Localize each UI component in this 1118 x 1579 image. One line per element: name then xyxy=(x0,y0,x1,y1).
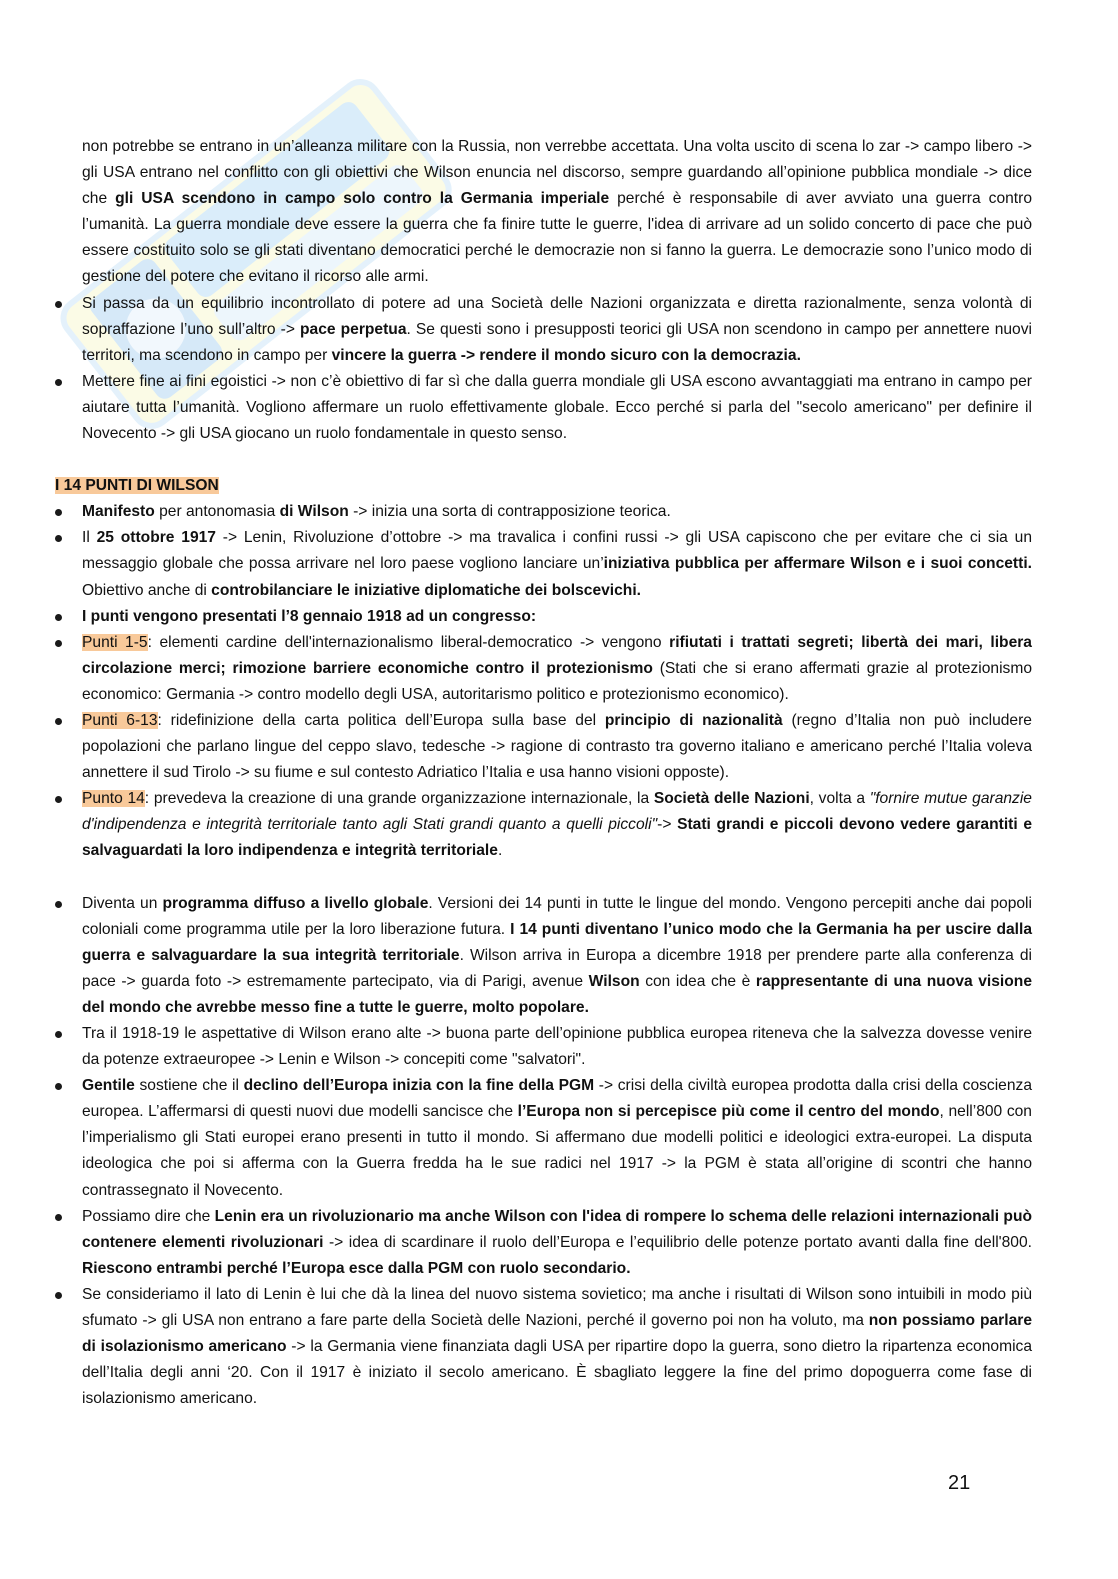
list-item: Il 25 ottobre 1917 -> Lenin, Rivoluzione d’ottobre -> ma travalica i confini russi -> gli USA capiscono che per evitare che ci sia un messaggio globale che possa arrivare nel loro paese vogliono lanciare un’iniziativa pubblica per affermare Wilson e i suoi concetti. Obiettivo anche di controbilanciare le iniziative diplomatiche dei bolscevichi. xyxy=(82,525,1032,603)
list-item: I punti vengono presentati l’8 gennaio 1918 ad un congresso: xyxy=(82,604,1032,630)
list-item: Tra il 1918-19 le aspettative di Wilson erano alte -> buona parte dell’opinione pubblica europea riteneva che la salvezza dovesse venire da potenze extraeuropee -> Lenin e Wilson -> concepiti come "salvatori". xyxy=(82,1021,1032,1073)
list-item: Punti 1-5: elementi cardine dell'internazionalismo liberal-democratico -> vengono rifiutati i trattati segreti; libertà dei mari, libera circolazione merci; rimozione barriere economiche contro il protezionismo (Stati che si erano affermati grazie al protezionismo economico: Germania -> contro modello degli USA, autoritarismo politico e protezionismo economico). xyxy=(82,630,1032,708)
list-item: Manifesto per antonomasia di Wilson -> inizia una sorta di contrapposizione teorica. xyxy=(82,499,1032,525)
document-body xyxy=(55,134,1033,1412)
list-item: Punto 14: prevedeva la creazione di una grande organizzazione internazionale, la Società delle Nazioni, volta a "fornire mutue garanzie d'indipendenza e integrità territoriale tanto agli Stati grandi quanto a quelli piccoli"-> Stati grandi e piccoli devono vedere garantiti e salvaguardati la loro indipendenza e integrità territoriale. xyxy=(82,786,1032,864)
bullet-list-a xyxy=(82,291,1032,448)
list-item: Se consideriamo il lato di Lenin è lui che dà la linea del nuovo sistema sovietico; ma anche i risultati di Wilson sono intuibili in modo più sfumato -> gli USA non entrano a fare parte della Società delle Nazioni, perché il governo poi non ha voluto, ma non possiamo parlare di isolazionismo americano -> la Germania viene finanziata dagli USA per ripartire dopo la guerra, sono dietro la ripartenza economica dell’Italia degli anni ‘20. Con il 1917 è iniziato il secolo americano. È sbagliato leggere la fine del primo dopoguerra come fase di isolazionismo americano. xyxy=(82,1282,1032,1412)
intro-paragraph: non potrebbe se entrano in un’alleanza militare con la Russia, non verrebbe accettata. Una volta uscito di scena lo zar -> campo libero -> gli USA entrano nel conflitto con gli obiettivi che Wilson enuncia nel discorso, sempre guardando all’opinione pubblica mondiale -> dice che gli USA scendono in campo solo contro la Germania imperiale perché è responsabile di aver avviato una guerra contro l’umanità. La guerra mondiale deve essere la guerra che fa finire tutte le guerre, l'idea di arrivare ad un solido concerto di pace che può essere costituito solo se gli stati diventano democratici perché le democrazie non si fanno la guerra. Le democrazie sono l’unico modo di gestione del potere che evitano il ricorso alle armi. xyxy=(82,138,1032,286)
page-number: 21 xyxy=(948,1472,971,1494)
list-item: Si passa da un equilibrio incontrollato di potere ad una Società delle Nazioni organizzata e diretta razionalmente, senza volontà di sopraffazione l’uno sull’altro -> pace perpetua. Se questi sono i presupposti teorici gli USA non scendono in campo per annettere nuovi territori, ma scendono in campo per vincere la guerra -> rendere il mondo sicuro con la democrazia. xyxy=(82,291,1032,369)
list-item: Diventa un programma diffuso a livello globale. Versioni dei 14 punti in tutte le lingue del mondo. Vengono percepiti anche dai popoli coloniali come programma utile per la loro liberazione futura. I 14 punti diventano l’unico modo che la Germania ha per uscire dalla guerra e salvaguardare la sua integrità territoriale. Wilson arriva in Europa a dicembre 1918 per prendere parte alla conferenza di pace -> guarda foto -> estremamente partecipato, via di Parigi, avenue Wilson con idea che è rappresentante di una nuova visione del mondo che avrebbe messo fine a tutte le guerre, molto popolare. xyxy=(82,891,1032,1021)
bullet-list-b xyxy=(82,499,1032,864)
list-item: Possiamo dire che Lenin era un rivoluzionario ma anche Wilson con l'idea di rompere lo schema delle relazioni internazionali può contenere elementi rivoluzionari -> idea di scardinare il ruolo dell’Europa e l’equilibrio delle potenze portato avanti dalla fine dell'800. Riescono entrambi perché l’Europa esce dalla PGM con ruolo secondario. xyxy=(82,1204,1032,1282)
list-item: Gentile sostiene che il declino dell’Europa inizia con la fine della PGM -> crisi della civiltà europea prodotta dalla crisi della coscienza europea. L’affermarsi di questi nuovi due modelli sancisce che l’Europa non si percepisce più come il centro del mondo, nell’800 con l’imperialismo gli Stati europei erano presenti in tutto il mondo. Si affermano due modelli politici e ideologici extra-europei. La disputa ideologica che poi si afferma con la Guerra fredda ha le sue radici nel 1917 -> la PGM è stata all’origine di scontri che hanno contrassegnato il Novecento. xyxy=(82,1073,1032,1203)
list-item: Punti 6-13: ridefinizione della carta politica dell’Europa sulla base del principio di nazionalità (regno d’Italia non può includere popolazioni che parlano lingue del ceppo slavo, tedesche -> ragione di contrasto tra governo italiano e americano perché l’Italia voleva annettere il sud Tirolo -> su fiume e sul contesto Adriatico l’Italia e usa hanno visioni opposte). xyxy=(82,708,1032,786)
list-item: Mettere fine ai fini egoistici -> non c’è obiettivo di far sì che dalla guerra mondiale gli USA escono avvantaggiati ma entrano in campo per aiutare tutta l’umanità. Vogliono affermare un ruolo effettivamente globale. Ecco perché si parla del "secolo americano" per definire il Novecento -> gli USA giocano un ruolo fondamentale in questo senso. xyxy=(82,369,1032,447)
section-title: I 14 PUNTI DI WILSON xyxy=(55,477,219,495)
bullet-list-c xyxy=(82,891,1032,1413)
